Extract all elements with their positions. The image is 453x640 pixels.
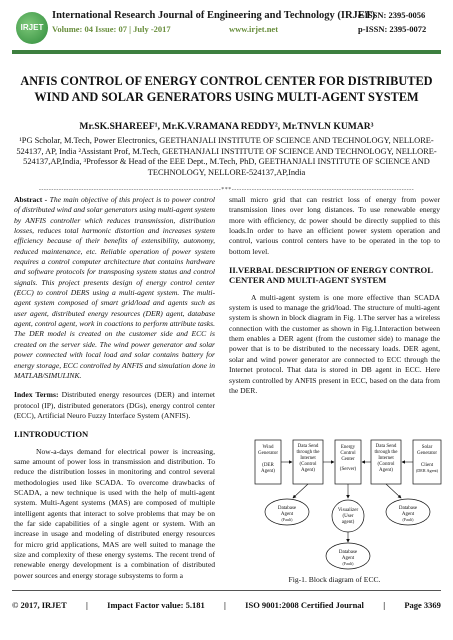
eissn: e-ISSN: 2395-0056 (358, 10, 426, 20)
ds2-label-5: Agent) (379, 468, 393, 473)
ecc-block-diagram (253, 438, 443, 572)
db-bottom-fault: (Fault) (342, 561, 354, 566)
footer-copyright: © 2017, IRJET (12, 600, 67, 610)
ds1-label-3: Internet (300, 456, 316, 461)
db-left-label: Database (277, 506, 297, 511)
db-right-fault: (Fault) (402, 517, 414, 522)
ecc-label-2: Control (340, 451, 356, 456)
ds1-label-4: (Control (299, 462, 317, 467)
pissn: p-ISSN: 2395-0072 (358, 24, 427, 34)
db-left-agent: Agent (280, 512, 294, 517)
volume-issue: Volume: 04 Issue: 07 | July -2017 (52, 24, 171, 34)
solar-label-4: (DER Agent) (415, 468, 439, 473)
db-right-label: Database (398, 506, 418, 511)
left-column (14, 195, 215, 581)
ds1-label-5: Agent) (301, 468, 315, 473)
vis-label-3: agent) (341, 520, 355, 525)
footer-separator: | (86, 600, 88, 610)
db-right-agent: Agent (401, 512, 415, 517)
author-affiliations: ¹PG Scholar, M.Tech, Power Electronics, GEETHANJALI INSTITUTE OF SCIENCE AND TECHNOLOGY, NELLORE-524137, AP, India ²Assistant Prof, M.Tech, GEETHANJALI INSTITUTE OF SCIENCE AND TECHNOLOGY, NELLORE-524137,AP,India, ³Professor & Head of the EEE Dept., M.Tech, PhD, GEETHANJALI INSTITUTE OF SCIENCE AND TECHNOLOGY, NELLORE-524137,AP,India (16, 136, 437, 177)
index-terms-text: Distributed energy resources (DER) and internet protocol (IP), distributed generators (DGs), energy control center (ECC), Artificial Neuro Fuzzy Interface System (ANFIS). (14, 390, 215, 420)
introduction-heading: I.INTRODUCTION (14, 429, 89, 440)
wind-label-2: Generator (258, 451, 278, 456)
footer-separator: | (383, 600, 386, 610)
volume-line (52, 24, 278, 34)
abstract (14, 195, 215, 381)
index-terms-label: Index Terms: (14, 390, 59, 400)
db-bottom-label: Database (338, 550, 358, 555)
section-separator: -------------------------------------------------------------------------***------------------------------------------------------------------------- (38, 187, 415, 193)
solar-label-2: Generator (417, 451, 437, 456)
solar-label-3: Client (420, 463, 434, 468)
ecc-label-4: (Server) (339, 467, 357, 472)
vis-label-2: (User (342, 514, 354, 519)
ds2-label-2: through the (374, 450, 398, 455)
ds2-label-4: (Control (377, 462, 395, 467)
introduction-text: Now-a-days demand for electrical power is increasing, same amount of power loss in transmission and distribution. To reduce the distribution losses in monitoring and control several methodologies used like SCADA. To overcome drawbacks of SCADA, a new technique is used with the help of multi-agent system. Multi-Agent systems (MAS) are composed of multiple intelligent agents that interact to solve problems that may be on the far side capabilities of a single agent or system. With an increase in usage and modeling of distributed energy resources for micro grid applications, MAS are well suited to manage the size and complexity of these energy systems. The recent trend of renewable energy development is a combination of distributed power sources and energy storage subsystems to form a (14, 446, 215, 580)
right-column (229, 195, 440, 396)
paper-title: ANFIS CONTROL OF ENERGY CONTROL CENTER FOR DISTRIBUTED WIND AND SOLAR GENERATORS USING MULTI-AGENT SYSTEM (20, 74, 433, 104)
footer-iso: ISO 9001:2008 Certified Journal (245, 600, 364, 610)
wind-label-1: Wind (262, 445, 274, 450)
ecc-label-1: Energy (340, 445, 356, 450)
abstract-text: The main objective of this project is to power control of distributed wind and solar generators using multi-agent system by ANFIS controller which reduces transmission, distribution losses, reduces total harmonic distortion and increases system efficiency because of their benefits of extensibility, autonomy, reduced maintenance, etc. Reliable operation of power system requires a control computer architecture that contains hardware and software protocols for transposing system status and control signals. This project presents design of energy control center (ECC) to control DERS using a multi-agent system. The multi-agent system composed of smart grid/load and agents such as user agent, distributed energy resources (DER) agent, database agent, control agent, work in coactions to perform attribute tasks. The DER model is created on the customer side and ECC is created on the server side. The wind power generator and solar power connected with local load and solar contains battery for energy storage, ECC controlled by ANFIS and simulation done in MATLAB/SIMULINK. (14, 195, 215, 380)
journal-website[interactable]: www.irjet.net (228, 24, 279, 34)
abstract-label: Abstract - (14, 195, 50, 204)
section2-text: A multi-agent system is one more effective than SCADA system is used to manage the grid/load. The structure of multi-agent system is shown in block diagram in Fig. 1.The server has a wireless connection with the customer as shown in Fig.1.Interaction between them enables a DER agent (from the customer side) to manage the power that is to be distributed to the necessary loads. DER agent, solar and wind power generator are connected to ECC through the Internet protocol. That data is stored in DB agent in ECC. Here system controlled by ANFIS present in ECC, based on the data from the DER. (229, 292, 440, 395)
footer-page-number: Page 3369 (404, 600, 441, 610)
journal-logo (16, 12, 48, 44)
section2-heading: II.VERBAL DESCRIPTION OF ENERGY CONTROL CENTER AND MULTI-AGENT SYSTEM (229, 265, 433, 286)
figure-caption: Fig-1. Block diagram of ECC. (288, 575, 381, 584)
ds2-label-1: Data Send (375, 444, 397, 449)
header-rule (12, 50, 441, 54)
page-footer (12, 600, 441, 610)
index-terms (14, 390, 215, 421)
footer-impact-factor: Impact Factor value: 5.181 (107, 600, 205, 610)
db-left-fault: (Fault) (281, 517, 293, 522)
logo-text: IRJET (20, 23, 44, 32)
vis-label-1: Visualizer (337, 508, 359, 513)
ds2-label-3: Internet (378, 456, 394, 461)
journal-name: International Research Journal of Engineering and Technology (IRJET) (52, 10, 376, 21)
footer-rule (12, 590, 441, 591)
wind-label-3: (DER (262, 463, 274, 468)
footer-separator: | (224, 600, 226, 610)
solar-label-1: Solar (421, 445, 433, 450)
introduction-continued: small micro grid that can restrict loss of energy from power transmission lines over long distances. To use renewable energy more with efficiency, dc power should be directly supplied to this loads.In order to have an efficient power system operation and control, various control centers have to be operated in the top to bottom level. (229, 195, 440, 256)
db-bottom-agent: Agent (341, 556, 355, 561)
ecc-label-3: Center (341, 457, 355, 462)
wind-label-4: Agent) (261, 469, 275, 474)
paper-authors: Mr.SK.SHAREEF¹, Mr.K.V.RAMANA REDDY², Mr.TNVLN KUMAR³ (79, 121, 374, 132)
ds1-label-2: through the (296, 450, 320, 455)
ds1-label-1: Data Send (297, 444, 319, 449)
